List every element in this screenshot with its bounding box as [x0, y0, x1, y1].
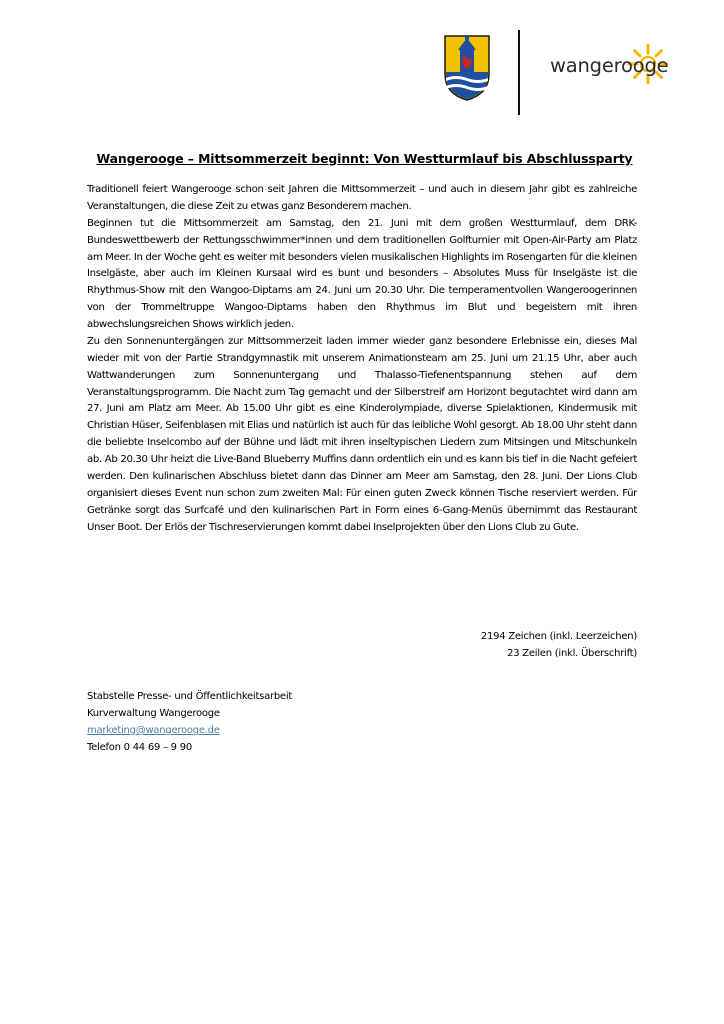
contact-email-link[interactable]: marketing@wangerooge.de: [87, 725, 220, 736]
line-count: 23 Zeilen (inkl. Überschrift): [507, 648, 637, 659]
letterhead: [0, 0, 724, 130]
contact-organization: Kurverwaltung Wangerooge: [87, 708, 220, 719]
document-title: Wangerooge – Mittsommerzeit beginnt: Von Westturmlauf bis Abschlussparty: [96, 151, 633, 166]
wangerooge-crest-icon: [443, 34, 491, 102]
paragraph-intro: Traditionell feiert Wangerooge schon seit Jahren die Mittsommerzeit – und auch in diesem Jahr gibt es zahlreiche Veranstaltungen, die diese Zeit zu etwas ganz Besonderem machen.: [87, 184, 637, 212]
contact-block: [87, 688, 407, 756]
contact-phone: Telefon 0 44 69 – 9 90: [87, 742, 192, 753]
paragraph-sunset: Zu den Sonnenuntergängen zur Mittsommerzeit laden immer wieder ganz besondere Erlebnisse ein, dieses Mal wieder mit von der Partie Strandgymnastik mit unserem Animationsteam am 25. Juni um 21.15 Uhr, aber auch Wattwanderungen zum Sonnenuntergang und Thalasso-Tiefenentspannung stehen auf dem Veranstaltungsprogramm. Die Nacht zum Tag gemacht und der Silberstreif am Horizont begutachtet wird dann am 27. Juni am Platz am Meer. Ab 15.00 Uhr gibt es eine Kinderolympiade, diverse Spielaktionen, Kindermusik mit Christian Hüser, Seifenblasen mit Elias und natürlich ist auch für das leibliche Wohl gesorgt. Ab 18.00 Uhr steht dann die beliebte Inselcombo auf der Bühne und lädt mit ihren inseltypischen Liedern zum Mitsingen und Mitschunkeln ab. Ab 20.30 Uhr heizt die Live-Band Blueberry Muffins dann ordentlich ein und es kann bis tief in die Nacht gefeiert werden. Den kulinarischen Abschluss bietet dann das Dinner am Meer am Samstag, den 28. Juni. Der Lions Club organisiert dieses Event nun schon zum zweiten Mal: Für einen guten Zweck können Tische reserviert werden. Für Getränke sorgt das Surfcafé und den kulinarischen Part in Form eines 6-Gang-Menüs übernimmt das Restaurant Unser Boot. Der Erlös der Tischreservierungen kommt dabei Inselprojekten über den Lions Club zu Gute.: [87, 335, 637, 533]
wangerooge-logo: [550, 42, 690, 86]
header-divider: [518, 30, 520, 115]
document-body: [87, 182, 637, 536]
text-statistics: [440, 628, 637, 662]
logo-wordmark: wangerooge: [550, 54, 669, 77]
character-count: 2194 Zeichen (inkl. Leerzeichen): [480, 631, 637, 642]
paragraph-program: Beginnen tut die Mittsommerzeit am Samstag, den 21. Juni mit dem großen Westturmlauf, dem DRK-Bundeswettbewerb der Rettungsschwimmer*innen und dem traditionellen Golfturnier mit Open-Air-Party am Platz am Meer. In der Woche geht es weiter mit besonders vielen musikalischen Highlights im Rosengarten für die kleinen Inselgäste, aber auch im Kleinen Kursaal wird es bunt und besonders – Absolutes Muss für Inselgäste ist die Rhythmus-Show mit den Wangoo-Diptams am 24. Juni um 20.30 Uhr. Die temperamentvollen Wangeroogerinnen von der Trommeltruppe Wangoo-Diptams haben den Rhythmus im Blut und begeistern mit ihren abwechslungsreichen Shows wirklich jeden.: [87, 217, 637, 330]
contact-department: Stabstelle Presse- und Öffentlichkeitsarbeit: [87, 691, 293, 702]
